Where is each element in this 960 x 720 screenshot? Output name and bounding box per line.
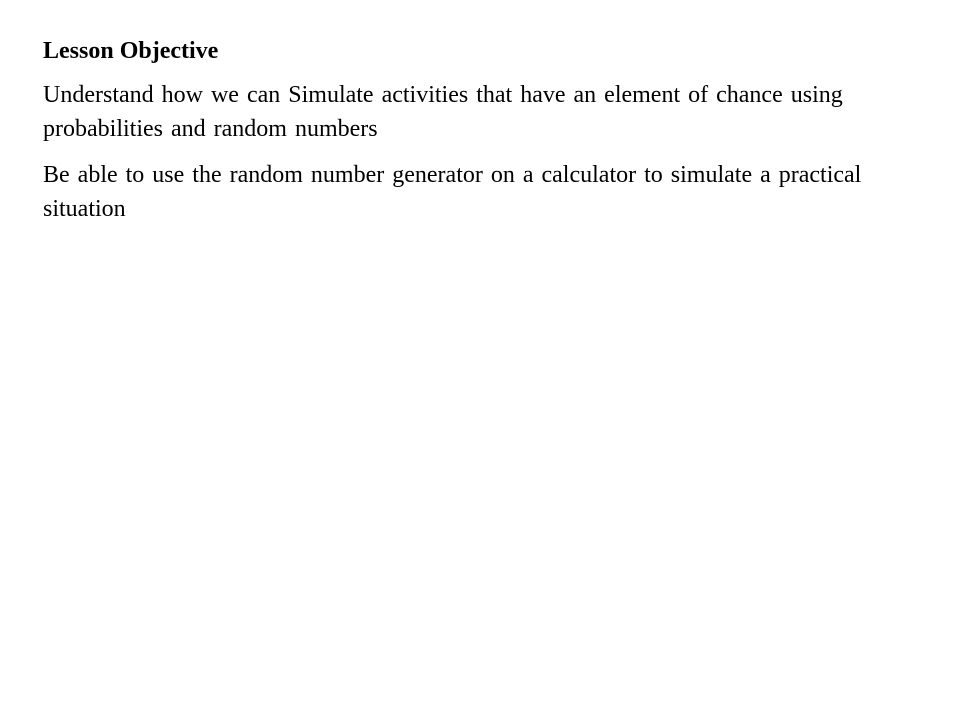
lesson-objective-heading: Lesson Objective: [43, 38, 219, 64]
objective-paragraph-2: Be able to use the random number generator on a calculator to simulate a practical situation: [43, 162, 862, 222]
objective-paragraph-1: Understand how we can Simulate activities that have an element of chance using probabilities and random numbers: [43, 82, 843, 142]
slide-content: [43, 34, 923, 238]
